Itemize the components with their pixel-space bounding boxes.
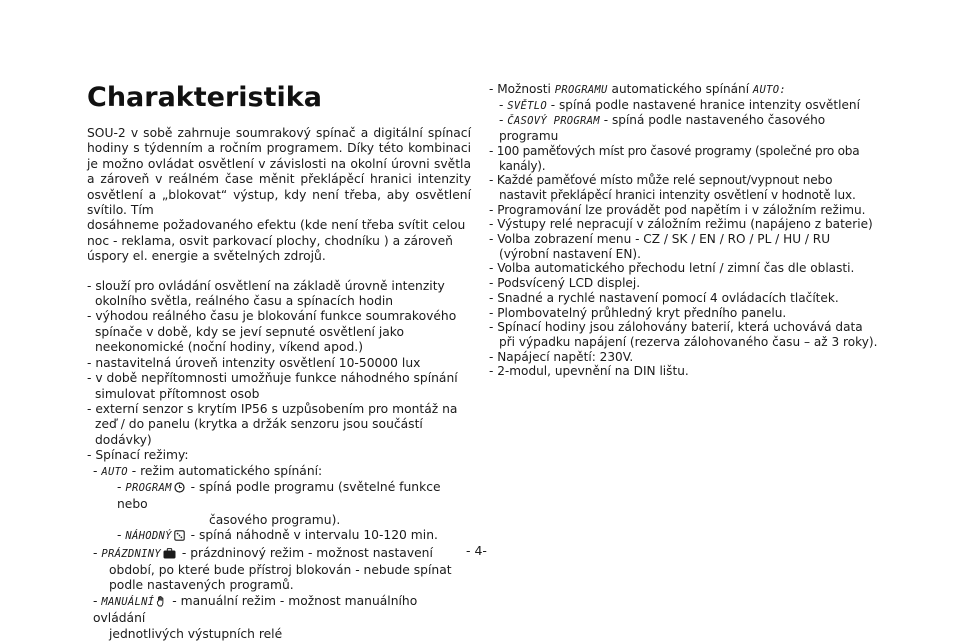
page-title: Charakteristika	[87, 82, 322, 113]
mode-label: AUTO:	[752, 84, 787, 96]
mode-holiday: - PRÁZDNINY - prázdninový režim - možnost nastavení období, po které bude přístroj blokován - nebude spínat podle nastavených programů.	[93, 545, 452, 593]
list-item: - Volba automatického přechodu letní / zimní čas dle oblasti.	[489, 261, 855, 276]
left-column	[87, 82, 471, 642]
mode-label: PROGRAMU	[554, 84, 608, 96]
option-svetlo: - SVĚTLO - spíná podle nastavené hranice intenzity osvětlení	[499, 97, 860, 112]
mode-label: PRÁZDNINY	[101, 547, 161, 560]
mode-label: PROGRAM	[125, 481, 172, 494]
option-casovy-program: - ČASOVÝ PROGRAM - spíná podle nastaveného časového programu	[499, 113, 826, 144]
mode-label: MANUÁLNÍ	[101, 595, 155, 608]
list-item: - 100 paměťových míst pro časové programy (společné pro oba kanály).	[489, 143, 860, 173]
list-item: - Snadné a rychlé nastavení pomocí 4 ovládacích tlačítek.	[489, 290, 839, 305]
list-item: - Volba zobrazení menu - CZ / SK / EN / RO / PL / HU / RU (výrobní nastavení EN).	[489, 232, 831, 261]
list-item: - Plombovatelný průhledný kryt předního panelu.	[489, 305, 787, 320]
list-item: - Spínací hodiny jsou zálohovány baterií, která uchovává data při výpadku napájení (rezerva zálohovaného času – až 3 roky).	[489, 320, 878, 349]
page-number: - 4-	[466, 543, 487, 558]
hand-icon	[156, 596, 166, 611]
list-item: - Podsvícený LCD displej.	[489, 276, 641, 291]
list-item: - Programování lze provádět pod napětím i v záložním režimu.	[489, 202, 866, 217]
right-column	[489, 82, 881, 379]
mode-label: ČASOVÝ PROGRAM	[507, 115, 600, 128]
suitcase-icon	[163, 548, 176, 563]
list-item: - Spínací režimy:	[87, 448, 189, 463]
mode-label: SVĚTLO	[507, 99, 547, 112]
mode-random: - NÁHODNÝ - spíná náhodně v intervalu 10-120 min.	[87, 528, 471, 545]
list-item: - slouží pro ovládání osvětlení na základě úrovně intenzity okolního světla, reálného času a spínacích hodin	[87, 278, 445, 309]
mode-label: AUTO	[101, 465, 128, 478]
list-item: - Napájecí napětí: 230V.	[489, 349, 634, 364]
clock-icon	[174, 482, 185, 497]
list-item: - externí senzor s krytím IP56 s uzpůsobením pro montáž na zeď / do panelu (krytka a držák senzoru jsou součástí dodávky)	[87, 401, 458, 447]
dice-icon	[174, 530, 185, 545]
feature-list	[87, 279, 471, 464]
mode-program: - PROGRAM - spíná podle programu (světelné funkce nebo časového programu).	[117, 479, 441, 527]
list-item: - 2-modul, upevnění na DIN lištu.	[489, 364, 689, 379]
mode-label: NÁHODNÝ	[125, 530, 172, 543]
spec-list	[489, 144, 881, 379]
mode-auto: - AUTO - režim automatického spínání:	[93, 463, 323, 478]
list-item: - Výstupy relé nepracují v záložním režimu (napájeno z baterie)	[489, 217, 873, 232]
mode-manual: - MANUÁLNÍ - manuální režim - možnost manuálního ovládání jednotlivých výstupních relé	[93, 593, 418, 641]
list-item: - nastavitelná úroveň intenzity osvětlení 10-50000 lux	[87, 355, 421, 370]
list-item: - Každé paměťové místo může relé sepnout/vypnout nebo nastavit překlápěcí hranici intenzity osvětlení v hodnotě lux.	[489, 173, 856, 202]
list-item: - výhodou reálného času je blokování funkce soumrakového spínače v době, kdy se jeví sepnuté osvětlení jako neekonomické (noční hodiny, víkend apod.)	[87, 309, 457, 355]
auto-options-heading: - Možnosti PROGRAMU automatického spínání AUTO:	[489, 82, 787, 96]
list-item: - v době nepřítomnosti umožňuje funkce náhodného spínání simulovat přítomnost osob	[87, 371, 458, 401]
intro-paragraph-end: dosáhneme požadovaného efektu (kde není třeba svítit celou noc - reklama, osvit parkovací plochy, chodníku ) a zároveň úspory el. energie a světelných zdrojů.	[87, 218, 466, 264]
intro-paragraph: SOU-2 v sobě zahrnuje soumrakový spínač a digitální spínací hodiny s týdenním a ročním programem. Díky této kombinaci je možno ovládat osvětlení v závislosti na okolní úrovni světla a zároveň v reálném čase měnit překlápěcí hranici intenzity osvětlení a „blokovat“ výstup, kdy není třeba, aby osvětlení svítilo. Tím	[87, 126, 471, 218]
